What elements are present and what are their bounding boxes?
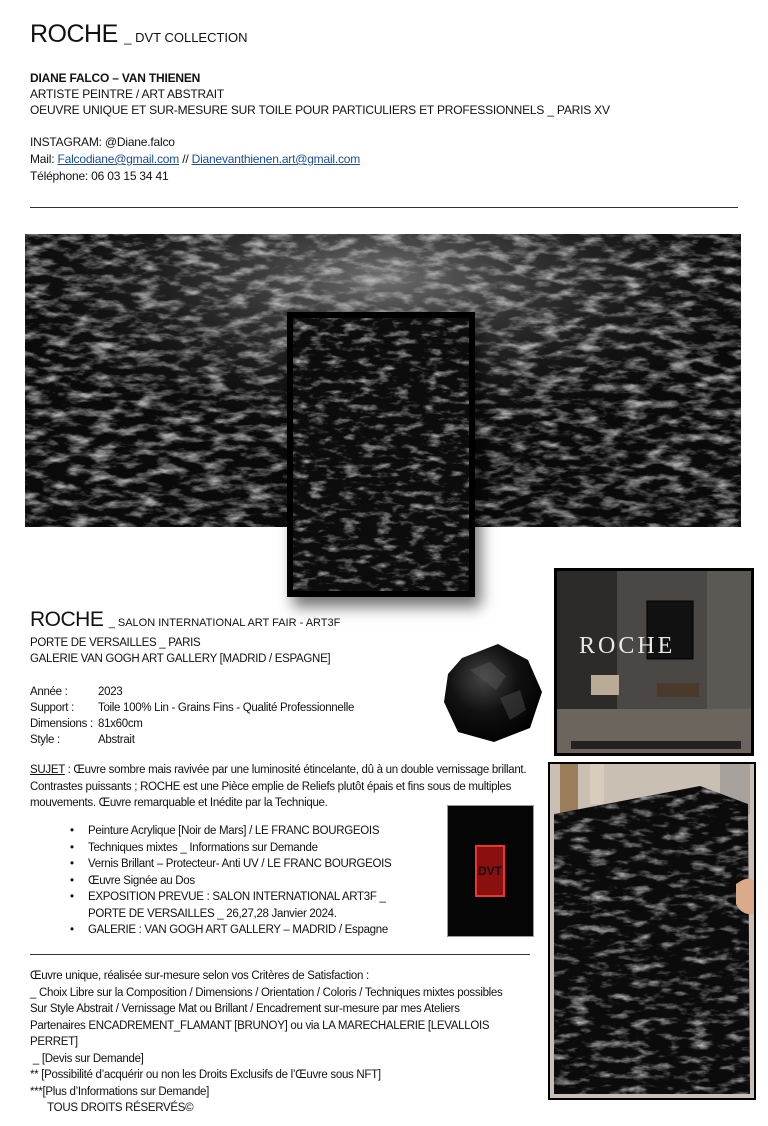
- footer-line: Sur Style Abstrait / Vernissage Mat ou Brillant / Encadrement sur-mesure par mes Ateliers: [30, 1003, 460, 1015]
- list-item: • Peinture Acrylique [Noir de Mars] / LE FRANC BOURGEOIS: [78, 823, 420, 840]
- list-item: • EXPOSITION PREVUE : SALON INTERNATIONAL ART3F _ PORTE DE VERSAILLES _ 26,27,28 Janvier 2024.: [78, 889, 420, 922]
- subject-paragraph: [30, 762, 530, 812]
- mail-label: Mail:: [30, 152, 58, 166]
- page-title: [30, 20, 248, 49]
- artwork-main-canvas: [287, 312, 475, 597]
- spec-value: Toile 100% Lin - Grains Fins - Qualité Professionnelle: [98, 702, 355, 714]
- footer-line: _ Choix Libre sur la Composition / Dimensions / Orientation / Coloris / Techniques mixtes possibles: [30, 986, 503, 999]
- footer-line: _ [Devis sur Demande]: [30, 1052, 144, 1065]
- dvt-logo-text: DVT: [475, 845, 505, 897]
- artwork-handheld-photo: [548, 762, 756, 1100]
- spec-row-support: [30, 700, 430, 716]
- gallery-line: GALERIE VAN GOGH ART GALLERY [MADRID / ESPAGNE]: [30, 653, 331, 665]
- list-item: • Techniques mixtes _ Informations sur Demande: [78, 840, 420, 857]
- section-title-suffix: _ SALON INTERNATIONAL ART FAIR - ART3F: [108, 617, 341, 629]
- spec-value: 2023: [98, 686, 123, 698]
- rock-image: [440, 640, 546, 746]
- spec-key: Style :: [30, 734, 60, 746]
- instagram-handle: INSTAGRAM: @Diane.falco: [30, 135, 175, 149]
- spec-row-dimensions: [30, 716, 430, 732]
- section-title-main: ROCHE: [30, 608, 104, 631]
- footer-line: ***[Plus d’Informations sur Demande]: [30, 1085, 210, 1098]
- footer-line: ** [Possibilité d’acquérir ou non les Droits Exclusifs de l’Œuvre sous NFT]: [30, 1069, 381, 1081]
- mail-separator: //: [179, 152, 192, 166]
- mail-link-1[interactable]: Falcodiane@gmail.com: [57, 152, 180, 166]
- footer-line: Partenaires ENCADREMENT_FLAMANT [BRUNOY] ou via LA MARECHALERIE [LEVALLOIS PERRET]: [30, 1019, 490, 1048]
- title-main: ROCHE: [30, 20, 118, 48]
- header-divider: [30, 207, 738, 208]
- spec-value: Abstrait: [98, 734, 135, 746]
- artist-role: ARTISTE PEINTRE / ART ABSTRAIT: [30, 87, 225, 101]
- venue-line: PORTE DE VERSAILLES _ PARIS: [30, 637, 201, 649]
- section-title: [30, 608, 340, 632]
- phone-number: Téléphone: 06 03 15 34 41: [30, 169, 169, 183]
- spec-key: Année :: [30, 686, 68, 698]
- subject-text: : Œuvre sombre mais ravivée par une luminosité étincelante, dû à un double vernissage brillant. Contrastes puissants ; ROCHE est une Pièce emplie de Reliefs plutôt épais et fins sous de multiples mouvements. Œuvre remarquable et Inédite par la Technique.: [30, 764, 527, 809]
- mail-link-2[interactable]: Dianevanthienen.art@gmail.com: [191, 152, 361, 166]
- mail-line: [30, 151, 360, 168]
- list-item: • Vernis Brillant – Protecteur- Anti UV / LE FRANC BOURGEOIS: [78, 856, 420, 873]
- subject-label: SUJET: [30, 764, 65, 776]
- dvt-logo-image: [447, 805, 534, 937]
- tagline: OEUVRE UNIQUE ET SUR-MESURE SUR TOILE POUR PARTICULIERS ET PROFESSIONNELS _ PARIS XV: [30, 103, 610, 117]
- spec-row-style: [30, 732, 430, 748]
- list-item: • Œuvre Signée au Dos: [78, 873, 420, 890]
- list-item: • GALERIE : VAN GOGH ART GALLERY – MADRID / Espagne: [78, 922, 420, 939]
- footer-text: [30, 968, 530, 1117]
- copyright-line: TOUS DROITS RÉSERVÉS©: [30, 1102, 194, 1114]
- section-divider: [30, 954, 530, 955]
- room-overlay-title: ROCHE: [579, 633, 676, 659]
- spec-key: Support :: [30, 702, 74, 714]
- title-suffix: _ DVT COLLECTION: [124, 30, 248, 45]
- spec-row-year: [30, 684, 430, 700]
- artwork-room-mockup-image: [554, 568, 754, 756]
- specs-list: [30, 684, 430, 748]
- technique-list: [60, 823, 420, 939]
- spec-key: Dimensions :: [30, 718, 93, 730]
- artist-name: DIANE FALCO – VAN THIENEN: [30, 71, 201, 85]
- spec-value: 81x60cm: [98, 718, 143, 730]
- footer-line: Œuvre unique, réalisée sur-mesure selon vos Critères de Satisfaction :: [30, 970, 369, 982]
